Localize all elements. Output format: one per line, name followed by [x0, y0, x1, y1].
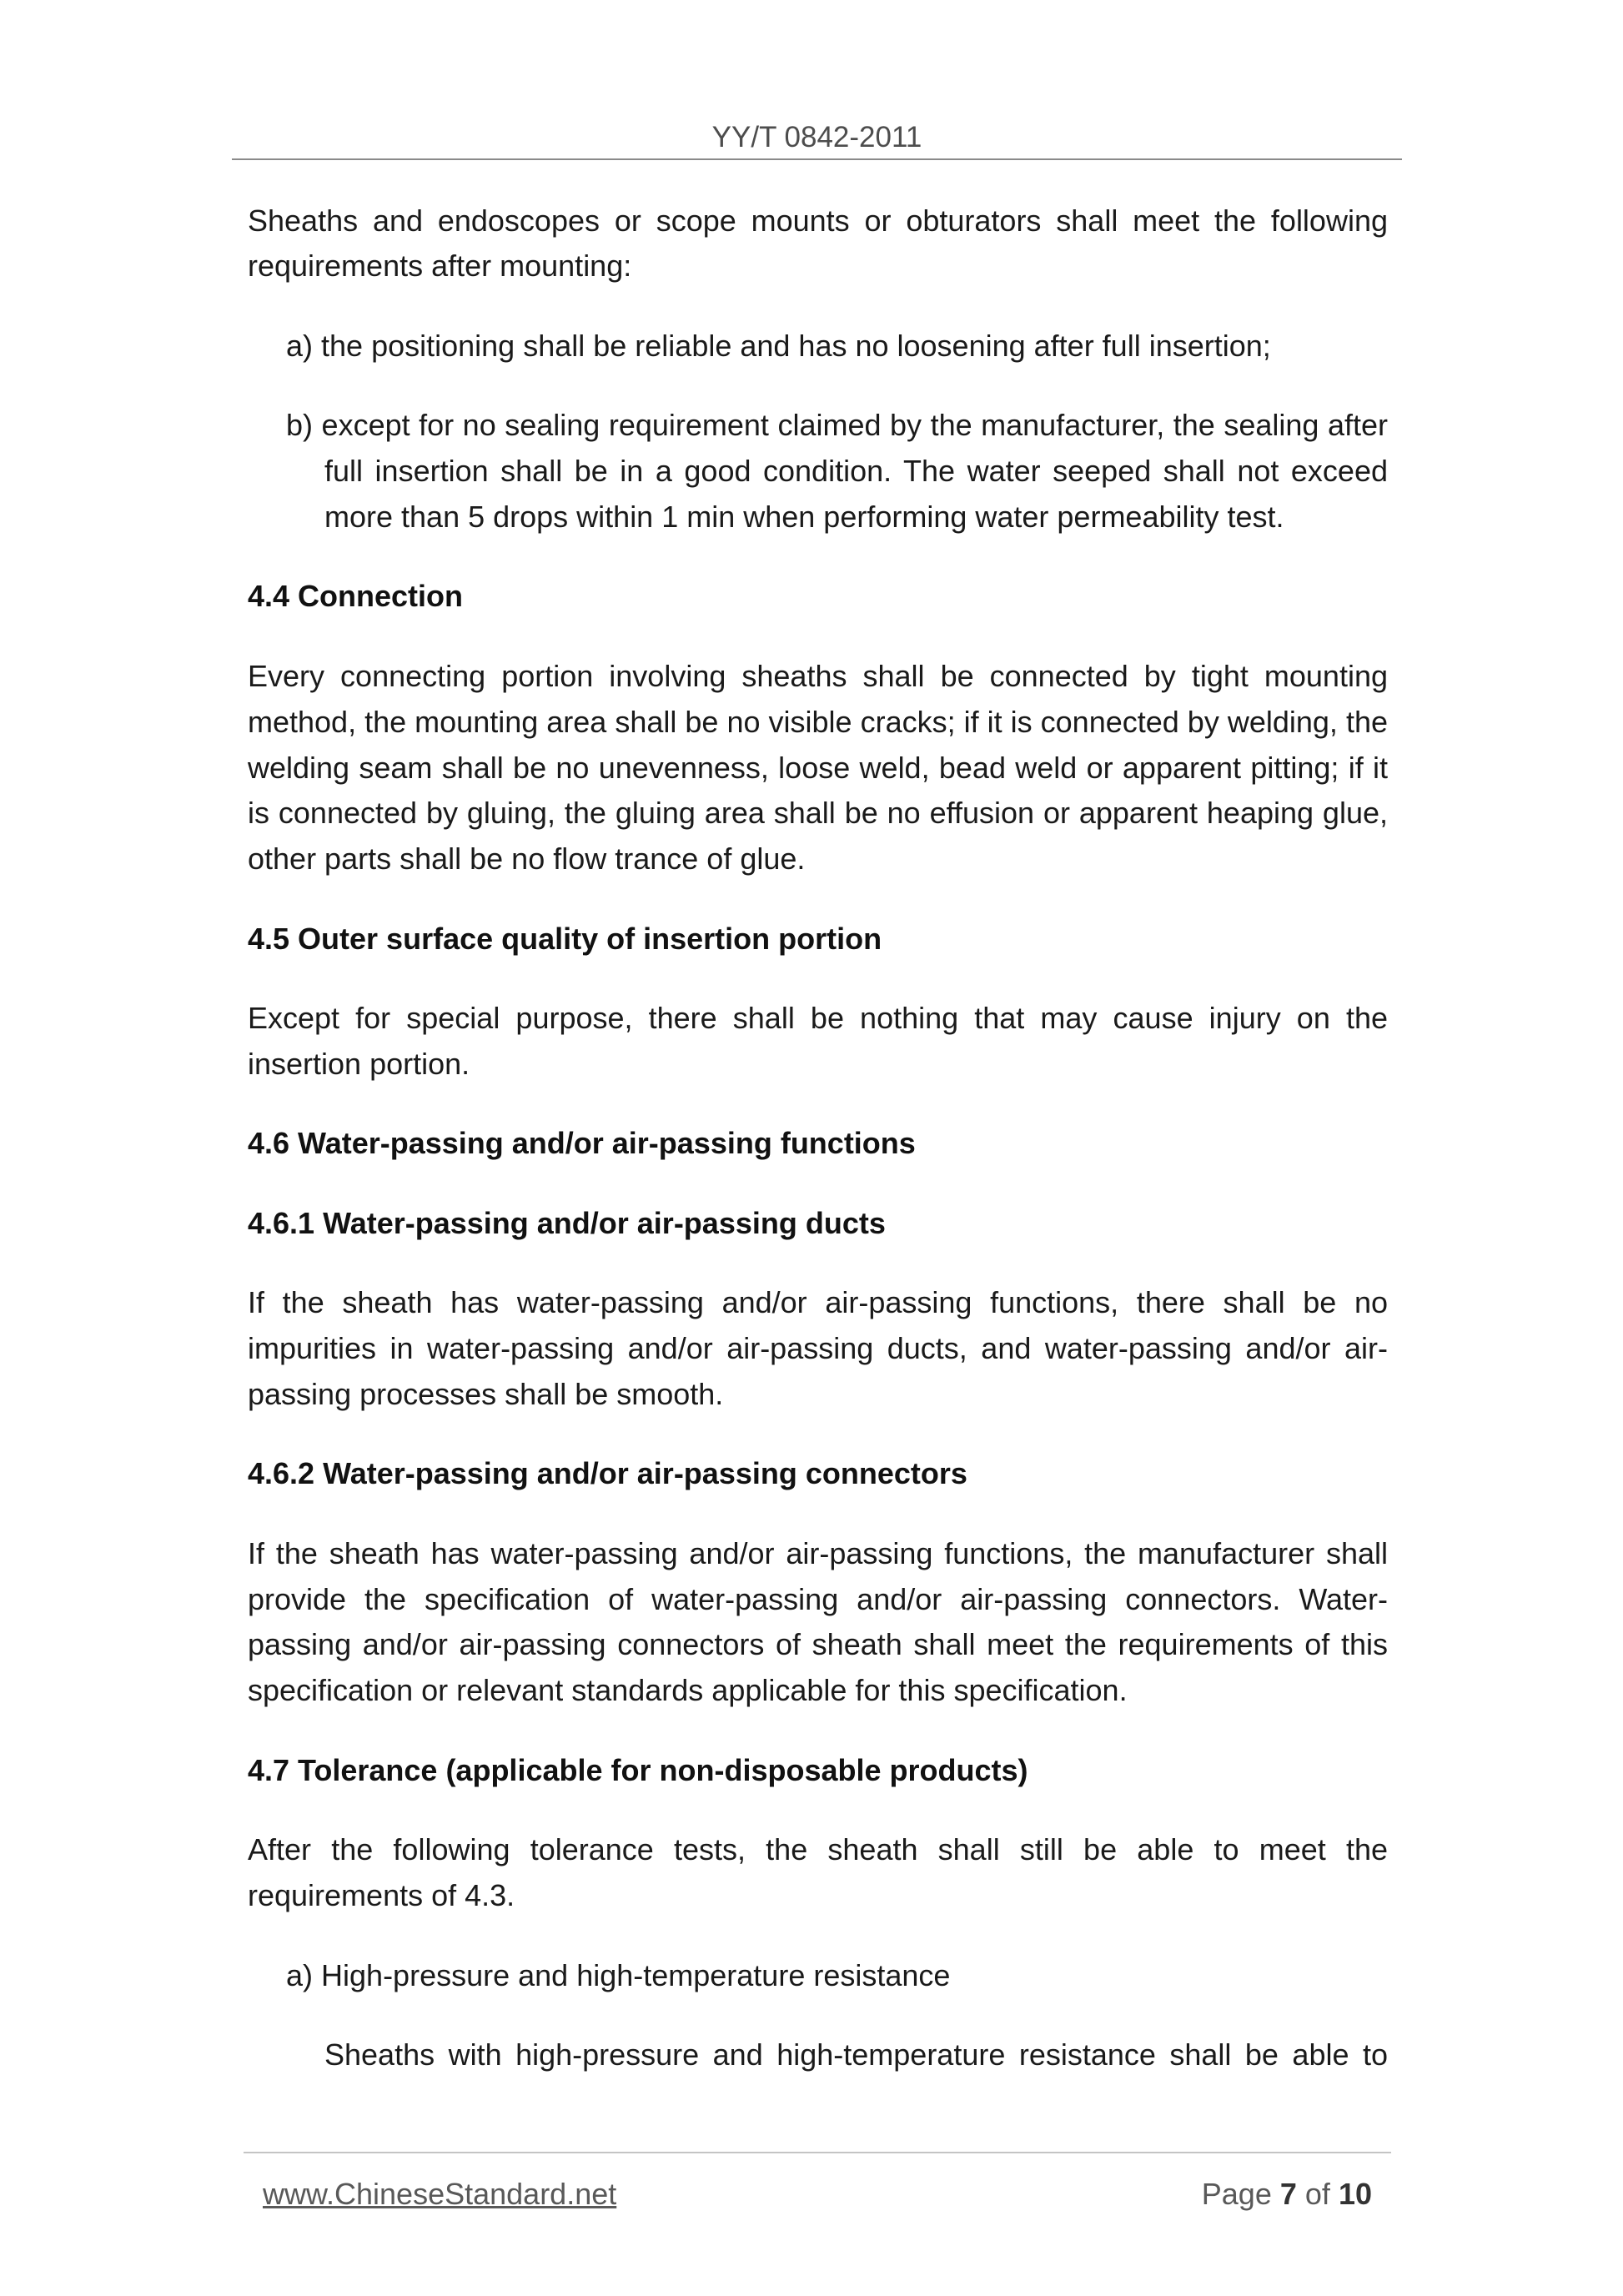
- paragraph-tolerance: After the following tolerance tests, the sheath shall still be able to meet the requirements of 4.3.: [248, 1832, 1388, 1913]
- document-body: [248, 198, 1388, 2113]
- page-word: Page: [1201, 2177, 1272, 2211]
- paragraph-outer-surface: Except for special purpose, there shall be nothing that may cause injury on the insertion portion.: [248, 1001, 1388, 1081]
- page-current: 7: [1279, 2177, 1297, 2211]
- section-heading-4-5: 4.5 Outer surface quality of insertion portion: [248, 921, 882, 956]
- paragraph-ducts: If the sheath has water-passing and/or air-passing functions, there shall be no impurities in water-passing and/or air-passing ducts, and water-passing and/or air-passing processes shall be smooth.: [248, 1285, 1388, 1411]
- section-heading-4-6: 4.6 Water-passing and/or air-passing functions: [248, 1126, 916, 1161]
- section-heading-4-7: 4.7 Tolerance (applicable for non-disposable products): [248, 1752, 1028, 1787]
- section-heading-4-6-2: 4.6.2 Water-passing and/or air-passing connectors: [248, 1456, 967, 1491]
- header-divider: [232, 158, 1402, 160]
- list-text: except for no sealing requirement claimed by the manufacturer, the sealing after full insertion shall be in a good condition. The water seeped shall not exceed more than 5 drops within 1 min when performing water permeability test.: [321, 408, 1388, 534]
- paragraph-high-pressure-continued: Sheaths with high-pressure and high-temperature resistance shall be able to: [324, 2037, 1388, 2072]
- paragraph-connection: Every connecting portion involving sheaths shall be connected by tight mounting method, the mounting area shall be no visible cracks; if it is connected by welding, the welding seam shall be no unevenness, loose weld, bead weld or apparent pitting; if it is connected by gluing, the gluing area shall be no effusion or apparent heaping glue, other parts shall be no flow trance of glue.: [248, 658, 1388, 877]
- page-total: 10: [1338, 2177, 1372, 2211]
- list-item-a-positioning: [248, 324, 1388, 369]
- list-label: a): [286, 1957, 314, 1992]
- page-footer: [244, 2178, 1391, 2211]
- list-item-a-high-pressure: [248, 1953, 1388, 1999]
- list-text: the positioning shall be reliable and has no loosening after full insertion;: [321, 328, 1271, 363]
- paragraph-connectors: If the sheath has water-passing and/or air-passing functions, the manufacturer shall provide the specification of water-passing and/or air-passing connectors. Water-passing and/or air-passing connectors of sheath shall meet the requirements of this specification or relevant standards applicable for this specification.: [248, 1535, 1388, 1708]
- of-word: of: [1304, 2177, 1330, 2211]
- page-indicator: [1202, 2178, 1372, 2211]
- paragraph-mounting-requirements: Sheaths and endoscopes or scope mounts or obturators shall meet the following requirements after mounting:: [248, 203, 1388, 284]
- page-header-doc-code: YY/T 0842-2011: [711, 121, 922, 153]
- list-item-b-sealing: [248, 403, 1388, 540]
- list-text: High-pressure and high-temperature resistance: [321, 1957, 951, 1992]
- section-heading-4-6-1: 4.6.1 Water-passing and/or air-passing ducts: [248, 1205, 886, 1240]
- list-label: a): [286, 328, 314, 363]
- list-label: b): [286, 408, 314, 443]
- website-link[interactable]: www.ChineseStandard.net: [263, 2177, 617, 2211]
- section-heading-4-4: 4.4 Connection: [248, 579, 464, 614]
- footer-divider: [244, 2152, 1391, 2153]
